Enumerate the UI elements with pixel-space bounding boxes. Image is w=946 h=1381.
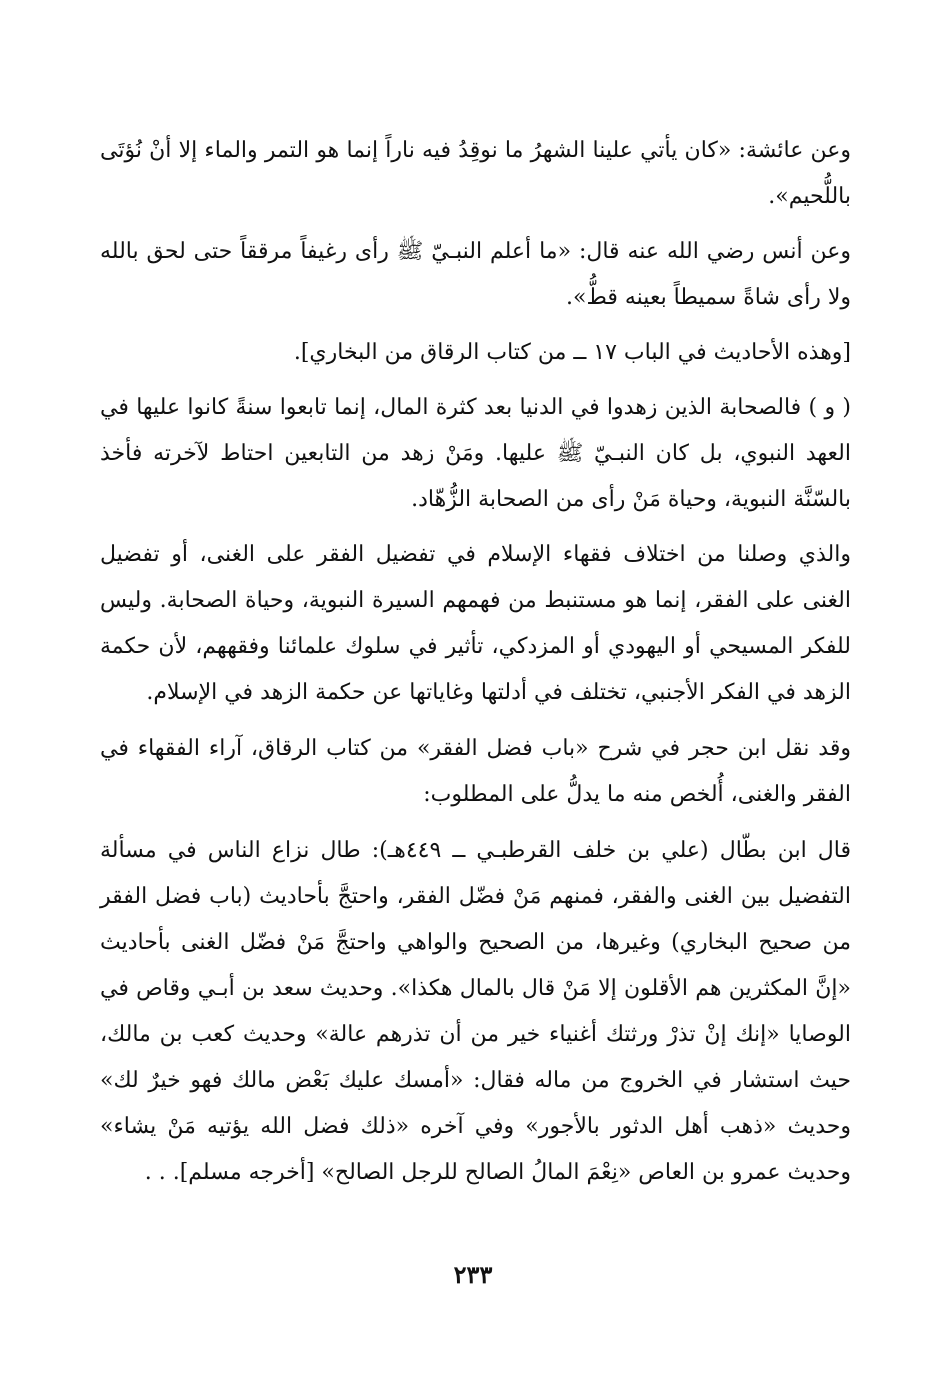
paragraph-source-note: [وهذه الأحاديث في الباب ١٧ ــ من كتاب الرقاق من البخاري]. [293, 340, 851, 365]
paragraph-jurists-difference: والذي وصلنا من اختلاف فقهاء الإسلام في تفضيل الفقر على الغنى، أو تفضيل الغنى على الفقر، إنما هو مستنبط من فهمهم السيرة النبوية، وحياة الصحابة. وليس للفكر المسيحي أو اليهودي أو المزدكي، تأثير في سلوك علمائنا وفقههم، لأن حكمة الزهد في الفكر الأجنبي، تختلف في أدلتها وغاياتها عن حكمة الزهد في الإسلام. [100, 542, 851, 705]
paragraph-ibn-battal: قال ابن بطّال (علي بن خلف القرطبـي ــ ٤٤٩هـ): طال نزاع الناس في مسألة التفضيل بين الغنى والفقر، فمنهم مَنْ فضّل الفقر، واحتجَّ بأحاديث (باب فضل الفقر من صحيح البخاري) وغيرها، من الصحيح والواهي واحتجَّ مَنْ فضّل الغنى بأحاديث «إنَّ المكثرين هم الأقلون إلا مَنْ قال بالمال هكذا». وحديث سعد بن أبـي وقاص في الوصايا «إنك إنْ تذرْ ورثتك أغنياء خير من أن تذرهم عالة» وحديث كعب بن مالك، حيث استشار في الخروج من ماله فقال: «أمسك عليك بَعْض مالك فهو خيرٌ لك» وحديث «ذهب أهل الدثور بالأجور» وفي آخره «ذلك فضل الله يؤتيه مَنْ يشاء» وحديث عمرو بن العاص «نِعْمَ المالُ الصالح للرجل الصالح» [أخرجه مسلم]. . . [100, 838, 852, 1185]
paragraph-ibn-hajar: وقد نقل ابن حجر في شرح «باب فضل الفقر» من كتاب الرقاق، آراء الفقهاء في الفقر والغنى، أُلخص منه ما يدلُّ على المطلوب: [100, 736, 851, 807]
paragraph-companions: ( و ) فالصحابة الذين زهدوا في الدنيا بعد كثرة المال، إنما تابعوا سنةً كانوا عليها في العهد النبوي، بل كان النبـيّ ﷺ عليها. ومَنْ زهد من التابعين احتاط لآخرته فأخذ بالسّنَّة النبوية، وحياة مَنْ رأى من الصحابة الزُّهّاد. [100, 395, 851, 512]
paragraph-aisha-hadith: وعن عائشة: «كان يأتي علينا الشهرُ ما نوقِدُ فيه ناراً إنما هو التمر والماء إلا أنْ نُؤتَى باللُّحيم». [100, 138, 851, 209]
page-number: ٢٣٣ [453, 1260, 493, 1289]
paragraph-anas-hadith: وعن أنس رضي الله عنه قال: «ما أعلم النبـيّ ﷺ رأى رغيفاً مرققاً حتى لحق بالله ولا رأى شاةً سميطاً بعينه قطُّ». [100, 239, 851, 310]
